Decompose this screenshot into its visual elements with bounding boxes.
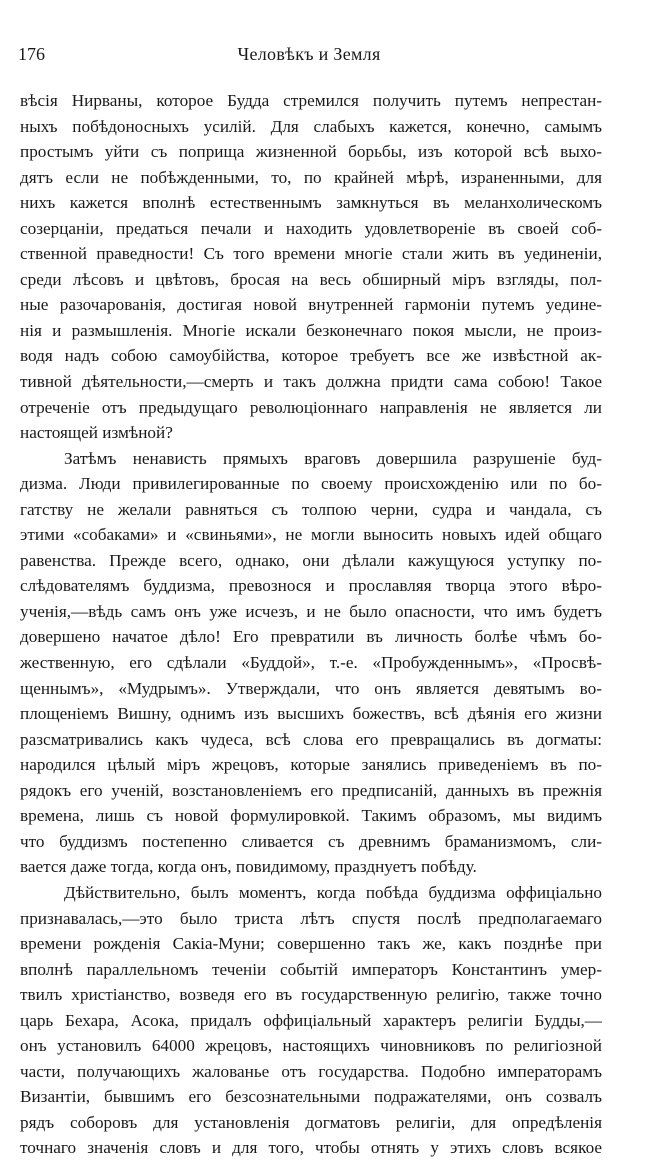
text-line: царь Бехара, Асока, придалъ оффиціальный характеръ религіи Будды,— (20, 1010, 602, 1030)
paragraph (20, 446, 602, 880)
running-title: Человѣкъ и Земля (237, 44, 381, 64)
text-line: настоящей измѣной? (20, 423, 173, 443)
text-line: твилъ христіанство, возведя его въ государственную религію, также точно (20, 985, 602, 1005)
text-line: нія и размышленія. Многіе искали безконечнаго покоя мысли, не произ- (20, 320, 602, 340)
text-line: дизма. Люди привилегированные по своему происхожденію или по бо- (20, 474, 602, 494)
text-line: рядокъ его ученій, возстановленіемъ его предписаній, данныхъ въ прежнія (20, 780, 602, 800)
page-number: 176 (18, 44, 45, 64)
text-line: дятъ если не побѣжденными, то, по крайней мѣрѣ, израненными, для (20, 167, 602, 187)
text-line: Византіи, бывшимъ его безсознательными подражателями, онъ созвалъ (20, 1087, 602, 1107)
text-line: времени рожденія Сакіа-Муни; совершенно такъ же, какъ позднѣе при (20, 934, 602, 954)
text-line: тивной дѣятельности,—смерть и такъ должна придти сама собою! Такое (20, 372, 602, 392)
text-line: что буддизмъ постепенно сливается съ древнимъ браманизмомъ, сли- (20, 831, 602, 851)
paragraph (20, 880, 602, 1161)
text-line: слѣдователямъ буддизма, превознося и прославляя творца этого вѣро- (20, 576, 602, 596)
text-line: ственной праведности! Съ того времени многіе стали жить въ уединеніи, (20, 244, 602, 264)
text-line: отреченіе отъ предыдущаго революціоннаго направленія не является ли (20, 397, 602, 417)
text-line: нихъ кажется вполнѣ естественнымъ замкнуться въ меланхолическомъ (20, 193, 602, 213)
text-line: простымъ уйти съ поприща жизненной борьбы, изъ которой всѣ выхо- (20, 142, 602, 162)
text-line: признавалась,—это было триста лѣтъ спустя послѣ предполагаемаго (20, 908, 602, 928)
text-line: ные разочарованія, достигая новой внутренней гармоніи путемъ уедине- (20, 295, 602, 315)
text-line: народился цѣлый міръ жрецовъ, которые занялись приведеніемъ въ по- (20, 755, 602, 775)
text-line: гатству не желали равняться съ толпою черни, судра и чандала, съ (20, 499, 602, 519)
text-line: водя надъ собою самоубійства, которое требуетъ все же извѣстной ак- (20, 346, 602, 366)
page-body-text (20, 88, 602, 1161)
text-line: созерцаніи, предаться печали и находить удовлетвореніе въ своей соб- (20, 218, 602, 238)
text-line: вполнѣ параллельномъ теченіи событій императоръ Константинъ умер- (20, 959, 602, 979)
text-line: ученія,—вѣдь самъ онъ уже исчезъ, и не было опасности, что имъ будетъ (20, 601, 602, 621)
text-line: разсматривались какъ чудеса, всѣ слова его превращались въ догматы: (20, 729, 602, 749)
text-line: точнаго значенія словъ и для того, чтобы отнять у этихъ словъ всякое (20, 1138, 602, 1158)
paragraph (20, 88, 602, 446)
text-line: равенства. Прежде всего, однако, они дѣлали кажущуюся уступку по- (20, 550, 602, 570)
text-line: жественную, его сдѣлали «Буддой», т.-е. «Пробужденнымъ», «Просвѣ- (20, 653, 602, 673)
text-line: Дѣйствительно, былъ моментъ, когда побѣда буддизма оффиціально (64, 882, 602, 902)
text-line: вается даже тогда, когда онъ, повидимому, празднуетъ побѣду. (20, 857, 477, 877)
text-line: рядъ соборовъ для установленія догматовъ религіи, для опредѣленія (20, 1112, 602, 1132)
text-line: ныхъ побѣдоносныхъ усилій. Для слабыхъ кажется, конечно, самымъ (20, 116, 602, 136)
text-line: площеніемъ Вишну, однимъ изъ высшихъ божествъ, всѣ дѣянія его жизни (20, 704, 602, 724)
page-header (18, 44, 600, 70)
text-line: Затѣмъ ненависть прямыхъ враговъ довершила разрушеніе буд- (64, 448, 602, 468)
text-line: части, получающихъ жалованье отъ государства. Подобно императорамъ (20, 1061, 602, 1081)
text-line: времена, лишь съ новой формулировкой. Такимъ образомъ, мы видимъ (20, 806, 602, 826)
text-line: довершено начатое дѣло! Его превратили въ личность болѣе чѣмъ бо- (20, 627, 602, 647)
text-line: среди лѣсовъ и цвѣтовъ, бросая на весь обширный міръ взгляды, пол- (20, 269, 602, 289)
text-line: вѣсія Нирваны, которое Будда стремился получить путемъ непрестан- (20, 91, 602, 110)
text-line: этими «собаками» и «свиньями», не могли выносить новыхъ идей общаго (20, 525, 602, 545)
text-line: онъ установилъ 64000 жрецовъ, настоящихъ чиновниковъ по религіозной (20, 1036, 602, 1056)
text-line: щеннымъ», «Мудрымъ». Утверждали, что онъ является девятымъ во- (20, 678, 602, 698)
